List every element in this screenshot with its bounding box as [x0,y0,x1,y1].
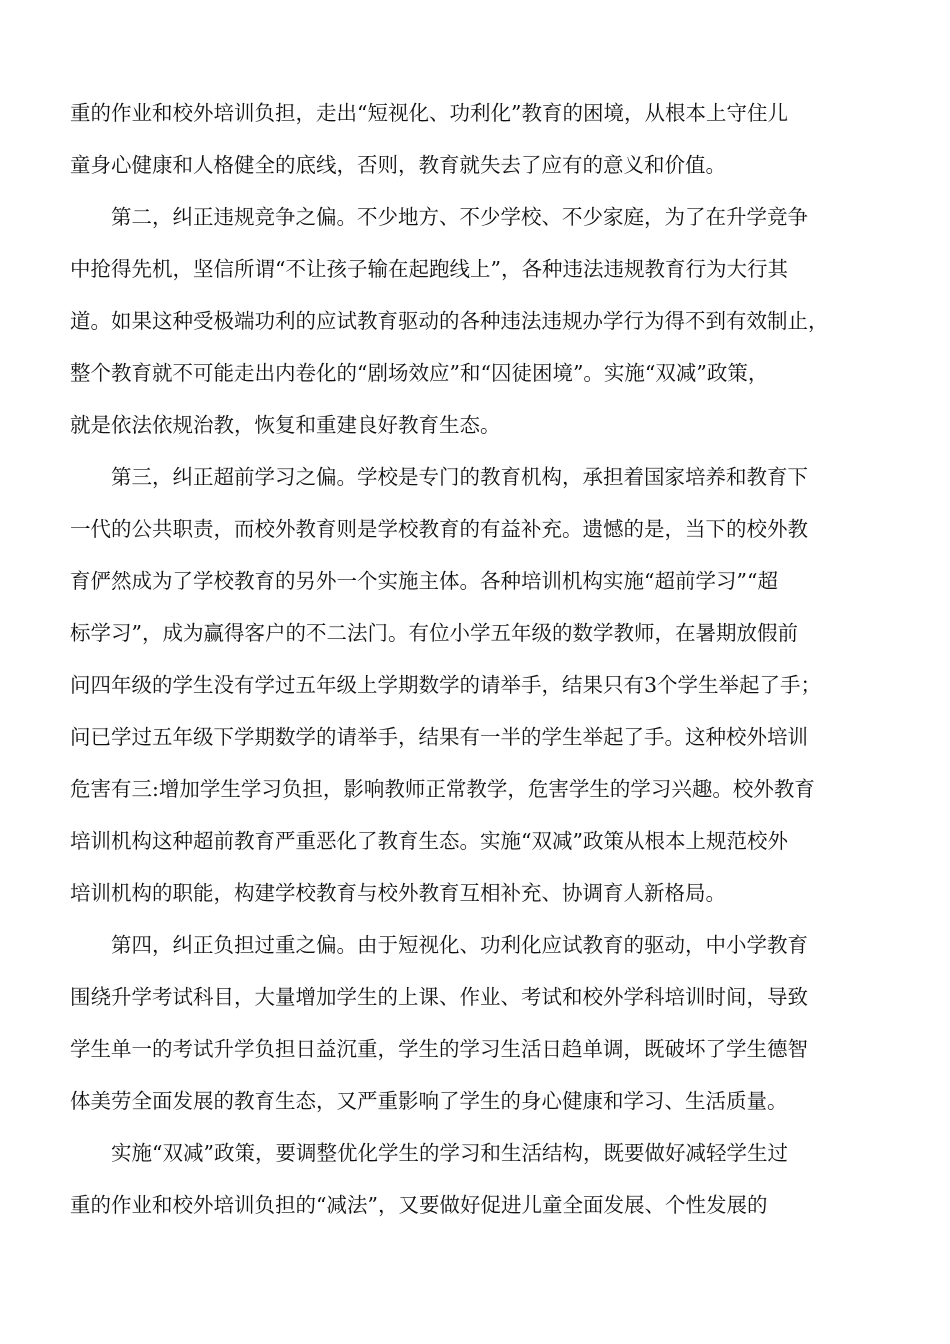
text-line: 体美劳全面发展的教育生态，又严重影响了学生的身心健康和学习、生活质量。 [70,1089,788,1113]
text-line: 围绕升学考试科目，大量增加学生的上课、作业、考试和校外学科培训时间，导致 [70,985,808,1009]
text-line: 道。如果这种受极端功利的应试教育驱动的各种违法违规办学行为得不到有效制止， [70,309,829,333]
text-line: 育俨然成为了学校教育的另外一个实施主体。各种培训机构实施“超前学习”“超 [70,569,778,593]
text-line: 培训机构这种超前教育严重恶化了教育生态。实施“双减”政策从根本上规范校外 [70,829,788,853]
text-line: 问四年级的学生没有学过五年级上学期数学的请举手，结果只有3个学生举起了手； [70,673,822,697]
text-line: 整个教育就不可能走出内卷化的“剧场效应”和“囚徒困境”。实施“双减”政策， [70,361,769,385]
text-line: 实施“双减”政策，要调整优化学生的学习和生活结构，既要做好减轻学生过 [70,1141,788,1165]
text-line: 第四，纠正负担过重之偏。由于短视化、功利化应试教育的驱动，中小学教育 [70,933,808,957]
text-line: 中抢得先机，坚信所谓“不让孩子输在起跑线上”，各种违法违规教育行为大行其 [70,257,788,281]
text-line: 危害有三:增加学生学习负担，影响教师正常教学，危害学生的学习兴趣。校外教育 [70,777,815,801]
text-line: 第三，纠正超前学习之偏。学校是专门的教育机构，承担着国家培养和教育下 [70,465,808,489]
text-line: 标学习”，成为赢得客户的不二法门。有位小学五年级的数学教师，在暑期放假前 [70,621,798,645]
text-line: 培训机构的职能，构建学校教育与校外教育互相补充、协调育人新格局。 [70,881,726,905]
text-line: 一代的公共职责，而校外教育则是学校教育的有益补充。遗憾的是，当下的校外教 [70,517,808,541]
text-line: 重的作业和校外培训负担的“减法”，又要做好促进儿童全面发展、个性发展的 [70,1193,768,1217]
text-line: 就是依法依规治教，恢复和重建良好教育生态。 [70,413,501,437]
text-line: 问已学过五年级下学期数学的请举手，结果有一半的学生举起了手。这种校外培训 [70,725,808,749]
text-line: 第二，纠正违规竞争之偏。不少地方、不少学校、不少家庭，为了在升学竞争 [70,205,808,229]
text-line: 童身心健康和人格健全的底线，否则，教育就失去了应有的意义和价值。 [70,153,726,177]
text-line: 重的作业和校外培训负担，走出“短视化、功利化”教育的困境，从根本上守住儿 [70,101,788,125]
text-line: 学生单一的考试升学负担日益沉重，学生的学习生活日趋单调，既破坏了学生德智 [70,1037,808,1061]
